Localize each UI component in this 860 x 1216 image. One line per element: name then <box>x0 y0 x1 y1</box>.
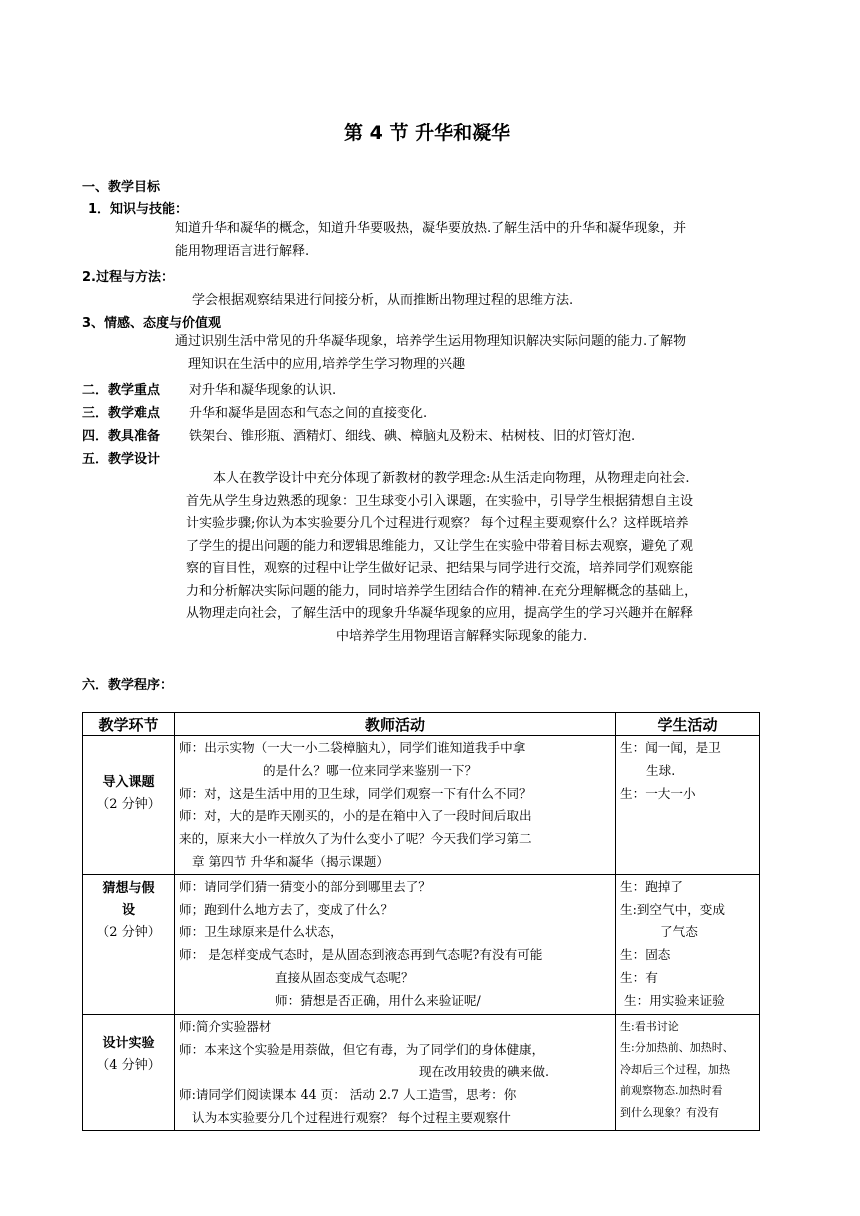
teacher-activity-cell <box>175 736 616 875</box>
stage-duration: （2 分钟） <box>96 924 161 940</box>
header-stage: 教学环节 <box>83 713 175 736</box>
student-line: 生球. <box>646 762 676 778</box>
stage-duration: （2 分钟） <box>96 797 161 812</box>
attitude-values-text <box>175 331 686 376</box>
student-line: 生：闻一闻，是卫 <box>620 740 721 755</box>
teaching-aids-text: 铁架台、锥形瓶、酒精灯、细线、碘、樟脑丸及粉末、枯树枝、旧的灯管灯泡. <box>189 429 636 444</box>
knowledge-skills-heading: 1．知识与技能： <box>88 202 189 217</box>
teacher-line: 师：对，这是生活中用的卫生球，同学们观察一下有什么不同？ <box>179 785 532 801</box>
stage-name: 设计实验 <box>102 1035 155 1051</box>
teacher-activity-cell <box>175 874 616 1014</box>
stage-cell <box>83 736 175 875</box>
teacher-line: 师:请同学们阅读课本 44 页： 活动 2.7 人工造雪，思考：你 <box>179 1087 517 1103</box>
stage-cell <box>83 874 175 1014</box>
text-line: 了学生的提出问题的能力和逻辑思维能力，又让学生在实验中带着目标去观察，避免了观 <box>186 538 694 554</box>
text-line: 知道升华和凝华的概念，知道升华要吸热，凝华要放热.了解生活中的升华和凝华现象，并 <box>175 221 687 236</box>
teaching-design-label: 五．教学设计 <box>82 452 161 467</box>
teacher-line: 师：出示实物（一大一小二袋樟脑丸），同学们谁知道我手中拿 <box>179 740 526 755</box>
teacher-line: 的是什么？哪一位来同学来鉴别一下？ <box>263 762 478 778</box>
student-line: 冷却后三个过程，加热 <box>620 1062 730 1076</box>
student-line: 生:看书讨论 <box>620 1019 679 1033</box>
teacher-line: 来的，原来大小一样放久了为什么变小了呢？今天我们学习第二 <box>179 831 532 847</box>
stage-name: 猜想与假 <box>102 880 155 896</box>
text-line: 通过识别生活中常见的升华凝华现象，培养学生运用物理知识解决实际问题的能力.了解物 <box>175 334 687 349</box>
process-method-text: 学会根据观察结果进行间接分析，从而推断出物理过程的思维方法. <box>192 293 574 308</box>
teacher-line: 直接从固态变成气态呢？ <box>275 969 414 985</box>
teacher-line: 师:简介实验器材 <box>179 1018 272 1034</box>
teacher-line: 师： 是怎样变成气态时，是从固态到液态再到气态呢?有没有可能 <box>179 947 543 963</box>
student-line: 生：一大一小 <box>620 785 696 801</box>
student-line: 了气态 <box>660 924 698 940</box>
teacher-line: 师：卫生球原来是什么状态， <box>179 924 343 940</box>
student-line: 生:分加热前、加热时、 <box>620 1041 734 1055</box>
text-line: 计实验步骤;你认为本实验要分几个过程进行观察？ 每个过程主要观察什么？这样既培养 <box>186 516 689 531</box>
teaching-aids-label: 四．教具准备 <box>82 429 161 444</box>
difficulties-label: 三．教学难点 <box>82 406 161 421</box>
table-row <box>83 1014 760 1130</box>
stage-cell <box>83 1014 175 1130</box>
teacher-line: 师：本来这个实验是用萘做，但它有毒，为了同学们的身体健康， <box>179 1041 545 1057</box>
teacher-line: 师：猜想是否正确，用什么来验证呢/ <box>275 992 481 1008</box>
text-line: 本人在教学设计中充分体现了新教材的教学理念:从生活走向物理，从物理走向社会. <box>213 471 690 486</box>
student-line: 生：固态 <box>620 947 671 963</box>
table-row <box>83 874 760 1014</box>
student-activity-cell <box>616 874 760 1014</box>
page-title: 第 4 节 升华和凝华 <box>344 122 511 144</box>
procedure-label: 六．教学程序： <box>82 678 174 693</box>
section-objectives-heading: 一、教学目标 <box>82 180 161 195</box>
key-points-label: 二．教学重点 <box>82 383 161 398</box>
knowledge-skills-text <box>175 218 686 263</box>
table-header-row <box>83 713 760 736</box>
student-activity-cell <box>616 1014 760 1130</box>
student-line: 生：用实验来证验 <box>624 992 725 1008</box>
teacher-line: 师；跑到什么地方去了，变成了什么？ <box>179 901 394 917</box>
difficulties-text: 升华和凝华是固态和气态之间的直接变化. <box>189 406 428 421</box>
teacher-line: 师：请同学们猜一猜变小的部分到哪里去了？ <box>179 878 431 894</box>
lesson-procedure-table <box>82 712 760 1131</box>
text-line: 中培养学生用物理语言解释实际现象的能力. <box>336 628 588 644</box>
text-line: 理知识在生活中的应用,培养学生学习物理的兴趣 <box>188 356 466 372</box>
stage-name-cont: 设 <box>121 902 135 918</box>
key-points-text: 对升华和凝华现象的认识. <box>189 383 337 398</box>
student-line: 生：跑掉了 <box>620 878 683 894</box>
student-line: 前观察物态.加热时看 <box>620 1084 723 1098</box>
teacher-line: 师：对，大的是昨天刚买的，小的是在箱中入了一段时间后取出 <box>179 808 532 824</box>
stage-name: 导入课题 <box>102 775 155 790</box>
text-line: 从物理走向社会，了解生活中的现象升华凝华现象的应用，提高学生的学习兴趣并在解释 <box>186 606 694 621</box>
student-line: 生:到空气中，变成 <box>620 901 725 917</box>
student-line: 到什么现象？有没有 <box>620 1105 719 1119</box>
text-line: 力和分析解决实际问题的能力，同时培养学生团结合作的精神.在充分理解概念的基础上， <box>186 583 698 599</box>
text-line: 察的盲目性，观察的过程中让学生做好记录、把结果与同学进行交流，培养同学们观察能 <box>186 561 694 576</box>
attitude-values-heading: 3、情感、态度与价值观 <box>82 316 222 331</box>
teacher-activity-cell <box>175 1014 616 1130</box>
teacher-line: 现在改用较贵的碘来做. <box>419 1064 549 1080</box>
stage-duration: （4 分钟） <box>96 1057 161 1073</box>
process-method-heading: 2.过程与方法： <box>82 270 174 285</box>
teacher-line: 章 第四节 升华和凝华（揭示课题） <box>192 853 389 869</box>
header-teacher: 教师活动 <box>175 713 616 736</box>
teaching-design-text <box>186 468 786 648</box>
student-line: 生：有 <box>620 969 658 985</box>
table-row <box>83 736 760 875</box>
text-line: 能用物理语言进行解释. <box>175 243 310 259</box>
student-activity-cell <box>616 736 760 875</box>
text-line: 首先从学生身边熟悉的现象：卫生球变小引入课题，在实验中，引导学生根据猜想自主设 <box>186 493 694 509</box>
teacher-line: 认为本实验要分几个过程进行观察？ 每个过程主要观察什 <box>192 1109 511 1125</box>
header-student: 学生活动 <box>616 713 760 736</box>
